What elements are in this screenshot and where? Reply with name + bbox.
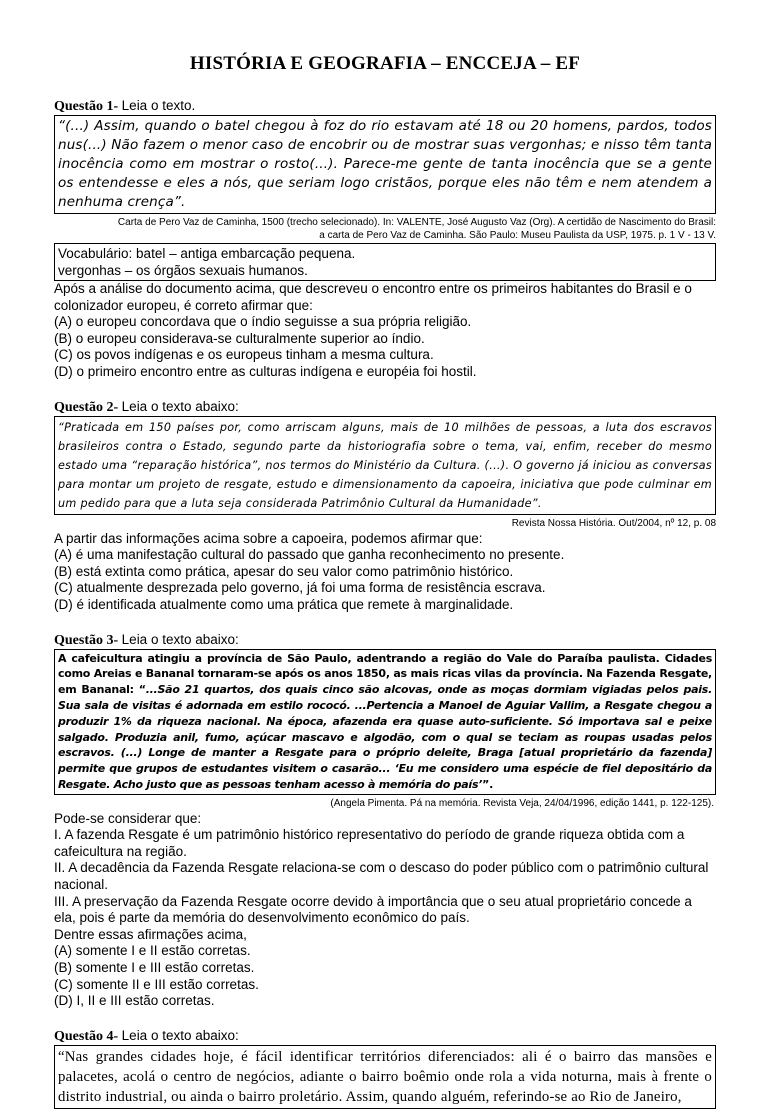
question-3-option-d: (D) I, II e III estão corretas.: [54, 993, 215, 1009]
question-4-intro: Leia o texto abaixo:: [121, 1027, 239, 1043]
question-1-citation: [54, 216, 716, 242]
question-3-statement-3: III. A preservação da Fazenda Resgate ocorre devido à importância que o seu atual proprietário concede a ela, pois é parte da memória do desenvolvimento econômico do país.: [54, 893, 692, 926]
question-1-label: Questão 1-: [54, 99, 119, 114]
question-4-heading: [54, 1027, 716, 1045]
question-2-body: [54, 531, 716, 614]
question-1-option-c: (C) os povos indígenas e os europeus tinham a mesma cultura.: [54, 347, 434, 363]
question-4-label: Questão 4-: [54, 1028, 119, 1044]
question-3-option-c: (C) somente II e III estão corretas.: [54, 976, 259, 992]
question-2-prompt: A partir das informações acima sobre a capoeira, podemos afirmar que:: [54, 530, 483, 546]
vocabulary-line-1: Vocabulário: batel – antiga embarcação pequena.: [58, 246, 356, 261]
question-2: [54, 398, 716, 614]
question-1-intro: Leia o texto.: [121, 98, 196, 113]
question-2-heading: [54, 398, 716, 416]
question-1-heading: [54, 97, 716, 115]
question-3-intro: Leia o texto abaixo:: [121, 631, 239, 647]
page-title: HISTÓRIA E GEOGRAFIA – ENCCEJA – EF: [189, 53, 581, 74]
question-2-option-b: (B) está extinta como prática, apesar do seu valor como patrimônio histórico.: [54, 563, 514, 579]
question-3-statement-1: I. A fazenda Resgate é um patrimônio histórico representativo do período de grande riqueza obtida com a cafeicultura na região.: [54, 827, 685, 859]
question-3-label: Questão 3-: [54, 632, 119, 648]
question-2-citation: Revista Nossa História. Out/2004, nº 12, p. 08: [511, 517, 716, 529]
question-2-label: Questão 2-: [54, 399, 119, 415]
question-3: [54, 631, 716, 1010]
question-2-option-d: (D) é identificada atualmente como uma prática que remete à marginalidade.: [54, 596, 514, 612]
question-3-quote-part-3: ”.: [482, 777, 494, 791]
question-2-quote: “Praticada em 150 países por, como arriscam alguns, mais de 10 milhões de pessoas, a luta dos escravos brasileiros contra o Estado, segundo parte da historiografia sobre o tema, vai, enfim, receber do mesmo estado uma “reparação histórica”, nos termos do Ministério da Cultura. (...). O governo já iniciou as conversas para montar um projeto de resgate, estudo e dimensionamento da capoeira, iniciativa que pode culminar em um pedido para que a luta seja considerada Patrimônio Cultural da Humanidade”.: [54, 416, 716, 515]
question-3-statement-2-cont: nacional.: [54, 877, 109, 893]
question-3-body: [54, 811, 716, 1010]
question-3-quote-part-1: A cafeicultura atingiu a província de São Paulo, adentrando a região do Vale do Paraíba paulista. Cidades como Areias e Bananal tornaram-se após os anos 1850, as mais ricas vilas da província. Na Fazenda Resgate, em Bananal: “: [58, 651, 712, 697]
question-3-option-a: (A) somente I e II estão corretas.: [54, 943, 251, 959]
question-3-heading: [54, 631, 716, 649]
question-1: [54, 97, 716, 381]
question-1-option-d: (D) o primeiro encontro entre as culturas indígena e européia foi hostil.: [54, 363, 477, 379]
question-3-quote: [54, 649, 716, 795]
question-1-option-b: (B) o europeu considerava-se culturalmente superior ao índio.: [54, 330, 425, 346]
question-2-option-a: (A) é uma manifestação cultural do passado que ganha reconhecimento no presente.: [54, 547, 565, 563]
question-3-statement-2: II. A decadência da Fazenda Resgate relaciona-se com o descaso do poder público com o patrimônio cultural: [54, 860, 709, 876]
question-1-quote: “(...) Assim, quando o batel chegou à foz do rio estavam até 18 ou 20 homens, pardos, todos nus(...) Não fazem o menor caso de encobrir ou de mostrar suas vergonhas; e nisso têm tanta inocência como em mostrar o rosto(...). Parece-me gente de tanta inocência que se a gente os entendesse e eles a nós, que seriam logo cristãos, porque eles não têm e nem atendem a nenhuma crença”.: [54, 115, 716, 214]
question-1-citation-line-2: a carta de Pero Vaz de Caminha. São Paulo: Museu Paulista da USP, 1975. p. 1 V - 13 V.: [319, 230, 716, 241]
question-3-quote-part-2: ...São 21 quartos, dos quais cinco são alcovas, onde as moças dormiam vigiadas pelos pais. Sua sala de visitas é adornada em estilo rococó. ...Pertencia a Manoel de Aguiar Vallim, a Resgate chegou a produzir 1% da riqueza nacional. Na época, afazenda era quase auto-suficiente. Só importava sal e peixe salgado. Produzia anil, fumo, açúcar mascavo e algodão, com o qual se teciam as roupas usadas pelos escravos. (...) Longe de manter a Resgate para o próprio deleite, Braga [atual proprietário da fazenda] permite que grupos de estudantes visitem o casarão... ‘Eu me considero uma espécie de fiel depositário da Resgate. Acho justo que as pessoas tenham acesso à memória do país’: [58, 683, 712, 791]
question-2-option-c: (C) atualmente desprezada pelo governo, já foi uma forma de resistência escrava.: [54, 580, 546, 596]
question-1-option-a: (A) o europeu concordava que o índio seguisse a sua própria religião.: [54, 314, 472, 330]
question-3-citation: (Angela Pimenta. Pá na memória. Revista Veja, 24/04/1996, edição 1441, p. 122-125).: [330, 797, 714, 809]
question-1-prompt: Após a análise do documento acima, que descreveu o encontro entre os primeiros habitantes do Brasil e o colonizador europeu, é correto afirmar que:: [54, 281, 692, 313]
question-2-intro: Leia o texto abaixo:: [121, 398, 239, 414]
question-1-citation-line-1: Carta de Pero Vaz de Caminha, 1500 (trecho selecionado). In: VALENTE, José Augusto Vaz (Org). A certidão de Nascimento do Brasil:: [117, 217, 716, 228]
question-4-quote: “Nas grandes cidades hoje, é fácil identificar territórios diferenciados: ali é o bairro das mansões e palacetes, acolá o centro de negócios, adiante o bairro boêmio onde rola a vida noturna, mais à frente o distrito industrial, ou ainda o bairro proletário. Assim, quando alguém, referindo-se ao Rio de Janeiro,: [54, 1045, 716, 1109]
question-1-body: [54, 281, 716, 381]
question-3-instruction: Dentre essas afirmações acima,: [54, 926, 247, 942]
question-1-vocabulary: [54, 243, 716, 281]
vocabulary-line-2: vergonhas – os órgãos sexuais humanos.: [58, 263, 308, 278]
question-3-prompt: Pode-se considerar que:: [54, 810, 202, 826]
question-3-option-b: (B) somente I e III estão corretas.: [54, 960, 255, 976]
question-4: [54, 1027, 716, 1109]
